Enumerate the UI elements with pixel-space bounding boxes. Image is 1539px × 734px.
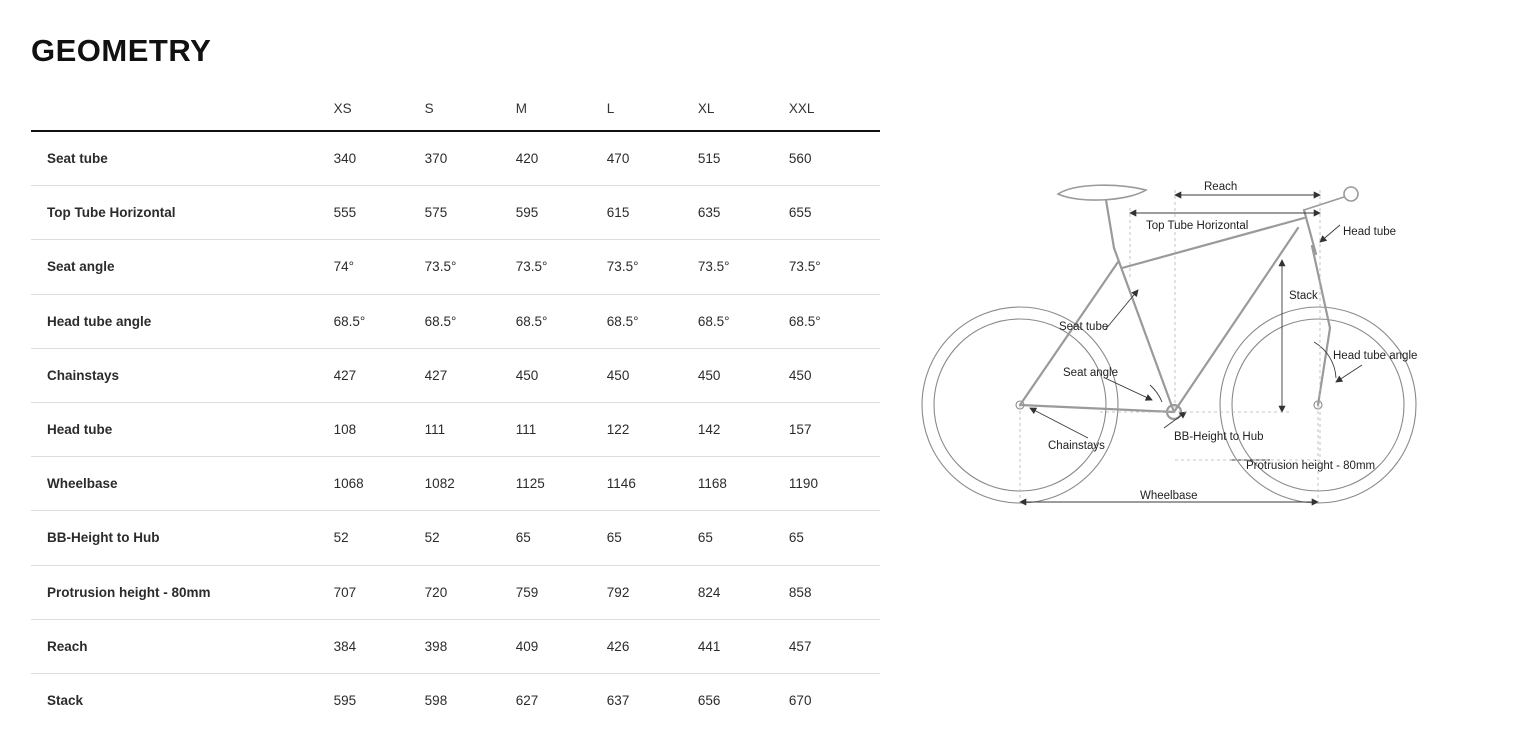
table-row [31, 402, 880, 456]
cell-m: 1125 [516, 457, 607, 511]
cell-xl: 656 [697, 692, 721, 708]
cell-xxl: 450 [789, 348, 880, 402]
cell-xs: 52 [334, 511, 425, 565]
cell-xxl: 858 [789, 565, 880, 619]
cell-s: 73.5° [425, 240, 516, 294]
head-tube-angle-dimension-line [1336, 365, 1362, 382]
row-label: BB-Height to Hub [31, 511, 334, 565]
cell-xs: 68.5° [334, 294, 425, 348]
cell-xxl: 457 [789, 619, 880, 673]
handlebar-grip [1344, 187, 1358, 201]
cell-xs: 555 [334, 186, 425, 240]
cell-xs: 384 [334, 619, 425, 673]
head-tube-line [1304, 210, 1316, 254]
cell-m: 759 [516, 565, 607, 619]
cell-xs: 340 [334, 131, 425, 186]
row-label: Stack [47, 692, 84, 708]
table-header-row [31, 86, 880, 131]
cell-m: 111 [516, 402, 607, 456]
fork-line [1312, 246, 1330, 405]
label-reach: Reach [1204, 181, 1238, 193]
cell-xxl: 73.5° [789, 240, 880, 294]
cell-xs: 595 [333, 692, 357, 708]
chainstays-dimension-line [1030, 408, 1088, 438]
cell-xxl: 157 [789, 402, 880, 456]
wheels-group [922, 307, 1416, 503]
row-label: Chainstays [31, 348, 334, 402]
bicycle-geometry-diagram [900, 150, 1520, 540]
cell-s: 111 [425, 402, 516, 456]
cell-xl: 1168 [698, 457, 789, 511]
page-title: GEOMETRY [31, 33, 212, 68]
seat-tube-dimension-line [1105, 290, 1138, 330]
cell-s: 720 [425, 565, 516, 619]
label-seat-angle: Seat angle [1063, 367, 1118, 379]
head-tube-dimension-line [1320, 225, 1340, 242]
cell-xl: 515 [698, 131, 789, 186]
cell-xl: 73.5° [698, 240, 789, 294]
table-header [31, 86, 880, 131]
cell-xl: 635 [698, 186, 789, 240]
label-seat-tube: Seat tube [1059, 321, 1109, 333]
table-row [31, 294, 880, 348]
cell-l: 637 [606, 692, 630, 708]
chainstay-line [1020, 405, 1174, 412]
saddle-shape [1058, 185, 1146, 200]
row-label: Seat angle [31, 240, 334, 294]
column-header-s: S [425, 86, 516, 131]
label-protrusion-height: Protrusion height - 80mm [1246, 460, 1376, 472]
cell-l: 65 [607, 511, 698, 565]
cell-xl: 142 [698, 402, 789, 456]
cell-l: 450 [607, 348, 698, 402]
cell-l: 73.5° [607, 240, 698, 294]
row-label: Wheelbase [31, 457, 334, 511]
cell-s: 398 [425, 619, 516, 673]
column-header-xxl: XXL [789, 86, 880, 131]
seat-angle-dimension-line [1105, 378, 1152, 400]
cell-m: 73.5° [516, 240, 607, 294]
cell-xs: 74° [334, 240, 425, 294]
column-header-m: M [516, 86, 607, 131]
cell-xs: 108 [334, 402, 425, 456]
cell-m: 409 [516, 619, 607, 673]
table-row [31, 673, 880, 727]
column-header-xs: XS [334, 86, 425, 131]
cell-l: 1146 [607, 457, 698, 511]
cell-l: 470 [607, 131, 698, 186]
cell-m: 420 [516, 131, 607, 186]
cell-m: 68.5° [516, 294, 607, 348]
table-row [31, 131, 880, 186]
cell-l: 426 [607, 619, 698, 673]
cell-m: 65 [516, 511, 607, 565]
cell-l: 68.5° [607, 294, 698, 348]
table-row [31, 240, 880, 294]
down-tube-line [1174, 228, 1298, 412]
cell-xl: 824 [698, 565, 789, 619]
cell-xl: 450 [698, 348, 789, 402]
cell-xs: 427 [334, 348, 425, 402]
column-header-measure [31, 86, 334, 131]
row-label: Protrusion height - 80mm [31, 565, 334, 619]
cell-m: 595 [516, 186, 607, 240]
table-row [31, 348, 880, 402]
cell-xxl: 670 [788, 692, 812, 708]
cell-s: 575 [425, 186, 516, 240]
seat-tube-line [1114, 248, 1174, 412]
cell-m: 450 [516, 348, 607, 402]
cell-s: 52 [425, 511, 516, 565]
table-row [31, 457, 880, 511]
row-label: Head tube [31, 402, 334, 456]
cell-xs: 707 [334, 565, 425, 619]
row-label: Seat tube [31, 131, 334, 186]
cell-s: 370 [425, 131, 516, 186]
cell-s: 1082 [425, 457, 516, 511]
table-row [31, 186, 880, 240]
label-head-tube-angle: Head tube angle [1333, 350, 1418, 362]
label-chainstays: Chainstays [1048, 440, 1105, 452]
column-header-l: L [607, 86, 698, 131]
cell-s: 427 [425, 348, 516, 402]
cell-xs: 1068 [334, 457, 425, 511]
cell-l: 122 [607, 402, 698, 456]
row-label: Reach [31, 619, 334, 673]
guide-lines-group [1020, 190, 1320, 506]
dimension-lines-group [1020, 195, 1362, 502]
table-row [31, 619, 880, 673]
label-wheelbase: Wheelbase [1140, 490, 1198, 502]
cell-xxl: 65 [789, 511, 880, 565]
handlebar-stem [1304, 197, 1344, 210]
cell-xxl: 1190 [789, 457, 880, 511]
row-label: Top Tube Horizontal [31, 186, 334, 240]
geometry-table [31, 86, 880, 727]
cell-l: 615 [607, 186, 698, 240]
cell-xl: 68.5° [698, 294, 789, 348]
label-top-tube-horizontal: Top Tube Horizontal [1146, 220, 1249, 232]
cell-m: 627 [515, 692, 539, 708]
label-stack: Stack [1289, 290, 1318, 302]
cell-s: 598 [424, 692, 448, 708]
label-bb-height-to-hub: BB-Height to Hub [1174, 431, 1264, 443]
label-head-tube: Head tube [1343, 226, 1397, 238]
table-row [31, 511, 880, 565]
cell-xxl: 68.5° [789, 294, 880, 348]
cell-l: 792 [607, 565, 698, 619]
seatpost-line [1106, 200, 1114, 248]
column-header-xl: XL [698, 86, 789, 131]
cell-xl: 65 [698, 511, 789, 565]
cell-xl: 441 [698, 619, 789, 673]
cell-s: 68.5° [425, 294, 516, 348]
table-row [31, 565, 880, 619]
cell-xxl: 560 [789, 131, 880, 186]
row-label: Head tube angle [31, 294, 334, 348]
cell-xxl: 655 [789, 186, 880, 240]
table-body [31, 131, 880, 727]
